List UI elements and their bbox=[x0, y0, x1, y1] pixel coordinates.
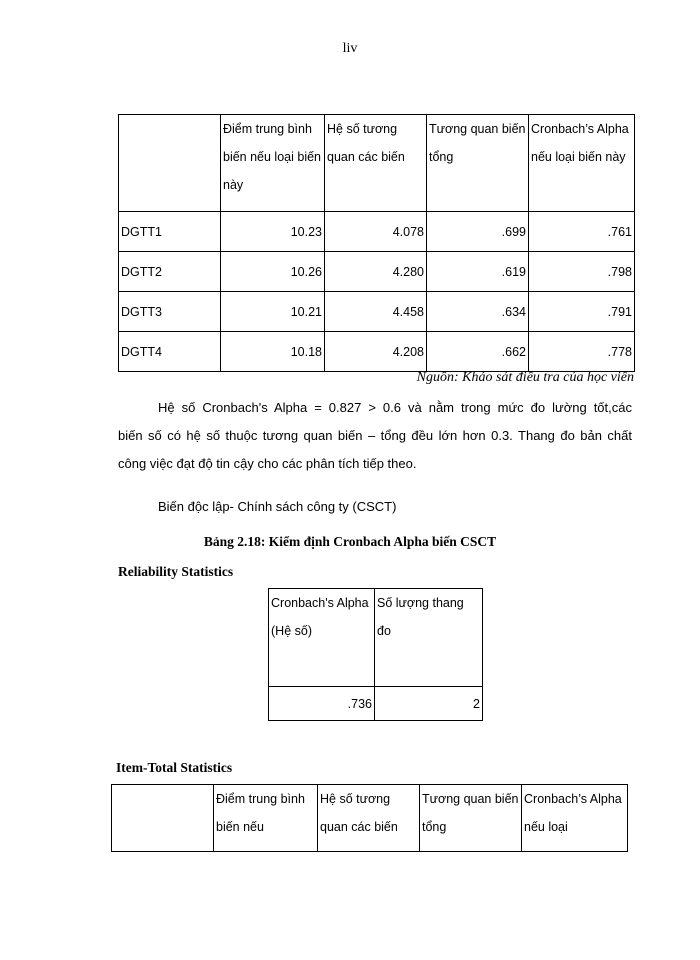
row-label: DGTT4 bbox=[119, 332, 221, 372]
header-cell-mean: Điểm trung bình biến nếu bbox=[214, 785, 318, 852]
table-row bbox=[269, 687, 483, 721]
cell-value: 2 bbox=[375, 687, 483, 721]
cell-value: .778 bbox=[529, 332, 635, 372]
table-row bbox=[119, 252, 635, 292]
header-text: Cronbach’s Alpha nếu loại biến này bbox=[531, 122, 629, 164]
cell-value: 10.23 bbox=[221, 212, 325, 252]
reliability-table bbox=[268, 588, 483, 721]
header-cell-corr: Hệ số tương quan các biến bbox=[318, 785, 420, 852]
table-header-row bbox=[269, 589, 483, 687]
cell-value: 10.18 bbox=[221, 332, 325, 372]
item-total-table-dgtt bbox=[118, 114, 635, 372]
header-cell-items: Số lượng thang đo bbox=[375, 589, 483, 687]
cell-value: 10.21 bbox=[221, 292, 325, 332]
cell-value: .662 bbox=[427, 332, 529, 372]
table-row bbox=[119, 292, 635, 332]
cell-value: 4.458 bbox=[325, 292, 427, 332]
header-text: Hệ số tương quan các biến bbox=[327, 122, 405, 164]
source-note: Nguồn: Khảo sát điều tra của học viên bbox=[416, 370, 634, 385]
table-row bbox=[119, 212, 635, 252]
header-cell-mean bbox=[221, 115, 325, 212]
cell-value: .634 bbox=[427, 292, 529, 332]
header-cell-alpha: Cronbach's Alpha (Hệ số) bbox=[269, 589, 375, 687]
cell-value: .736 bbox=[269, 687, 375, 721]
reliability-title: Reliability Statistics bbox=[118, 564, 234, 579]
row-label: DGTT1 bbox=[119, 212, 221, 252]
cell-value: .761 bbox=[529, 212, 635, 252]
header-cell-empty bbox=[119, 115, 221, 212]
row-label: DGTT3 bbox=[119, 292, 221, 332]
table-header-row bbox=[119, 115, 635, 212]
header-text: Tương quan biến tổng bbox=[429, 122, 526, 164]
table-caption: Bảng 2.18: Kiểm định Cronbach Alpha biến CSCT bbox=[203, 534, 497, 549]
header-cell-alpha: Cronbach’s Alpha nếu loại bbox=[522, 785, 628, 852]
cell-value: .699 bbox=[427, 212, 529, 252]
paragraph-line: công việc đạt độ tin cậy cho các phân tích tiếp theo. bbox=[118, 456, 417, 471]
header-cell-corr bbox=[325, 115, 427, 212]
page-number: liv bbox=[342, 41, 358, 56]
header-cell-alpha bbox=[529, 115, 635, 212]
cell-value: .791 bbox=[529, 292, 635, 332]
cell-value: 10.26 bbox=[221, 252, 325, 292]
table-header-row bbox=[112, 785, 628, 852]
paragraph-line: Hệ số Cronbach's Alpha = 0.827 > 0.6 và nằm trong mức đo lường tốt,các bbox=[158, 400, 632, 415]
cell-value: .619 bbox=[427, 252, 529, 292]
table-row bbox=[119, 332, 635, 372]
cell-value: 4.208 bbox=[325, 332, 427, 372]
header-cell-item-total: Tương quan biến tổng bbox=[420, 785, 522, 852]
item-total-title: Item-Total Statistics bbox=[116, 760, 233, 775]
row-label: DGTT2 bbox=[119, 252, 221, 292]
item-total-table-csct bbox=[111, 784, 628, 852]
cell-value: .798 bbox=[529, 252, 635, 292]
subheading: Biến độc lập- Chính sách công ty (CSCT) bbox=[158, 499, 397, 514]
cell-value: 4.280 bbox=[325, 252, 427, 292]
cell-value: 4.078 bbox=[325, 212, 427, 252]
header-cell-empty bbox=[112, 785, 214, 852]
paragraph-line: biến số có hệ số thuộc tương quan biến – tổng đều lớn hơn 0.3. Thang đo bản chất bbox=[118, 428, 632, 443]
body-paragraph bbox=[118, 394, 632, 478]
header-cell-item-total bbox=[427, 115, 529, 212]
header-text: Điểm trung bình biến nếu loại biến này bbox=[223, 122, 321, 192]
